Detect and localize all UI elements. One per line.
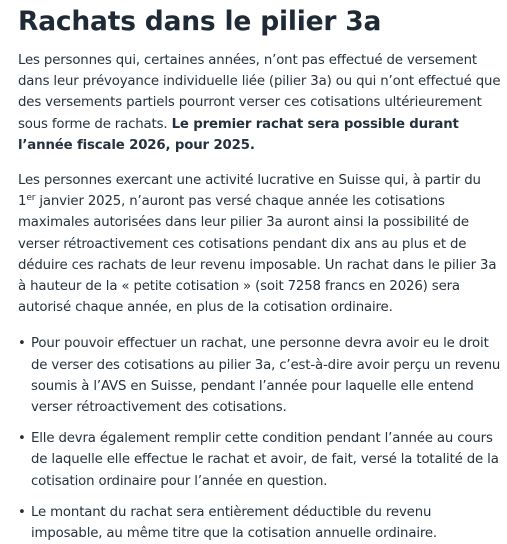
details-paragraph-end: janvier 2025, n’auront pas versé chaque année les cotisations maximales autorisées dans leur pilier 3a auront ainsi la possibilité de verser rétroactivement ces cotisations pendant dix ans au plus et de déduire ces rachats de leur revenu imposable. Un rachat dans le pilier 3a à hauteur de la « petite cotisation » (soit 7258 francs en 2026) sera autorisé chaque année, en plus de la cotisation ordinaire. (18, 194, 497, 316)
list-item (18, 502, 501, 544)
page-title: Rachats dans le pilier 3a (18, 6, 382, 37)
intro-paragraph-bold: Le premier rachat sera possible durant l’année fiscale 2026, pour 2025. (18, 116, 459, 153)
list-item-text: Pour pouvoir effectuer un rachat, une personne devra avoir eu le droit de verser des cotisations au pilier 3a, c’est-à-dire avoir perçu un revenu soumis à l’AVS en Suisse, pendant l’année pour laquelle elle entend verser rétroactivement des cotisations. (31, 336, 501, 416)
details-paragraph-superscript: er (26, 193, 36, 204)
bullet-icon: • (18, 504, 26, 520)
intro-paragraph-text: Les personnes qui, certaines années, n’ont pas effectué de versement dans leur prévoyance individuelle liée (pilier 3a) ou qui n’ont effectué que des versements partiels pourront verser ces cotisations ultérieurement sous forme de rachats. (18, 53, 501, 132)
list-item (18, 333, 501, 418)
details-paragraph-start: Les personnes exercant une activité lucrative en Suisse qui, à partir du 1 (18, 173, 481, 210)
details-paragraph (18, 170, 501, 318)
conditions-list (18, 333, 501, 544)
bullet-icon: • (18, 431, 26, 447)
intro-paragraph (18, 50, 501, 156)
bullet-icon: • (18, 336, 26, 352)
list-item (18, 428, 501, 492)
list-item-text: Elle devra également remplir cette condition pendant l’année au cours de laquelle elle effectue le rachat et avoir, de fait, versé la totalité de la cotisation ordinaire pour l’année en question. (31, 431, 499, 489)
list-item-text: Le montant du rachat sera entièrement déductible du revenu imposable, au même titre que la cotisation annuelle ordinaire. (31, 504, 438, 542)
